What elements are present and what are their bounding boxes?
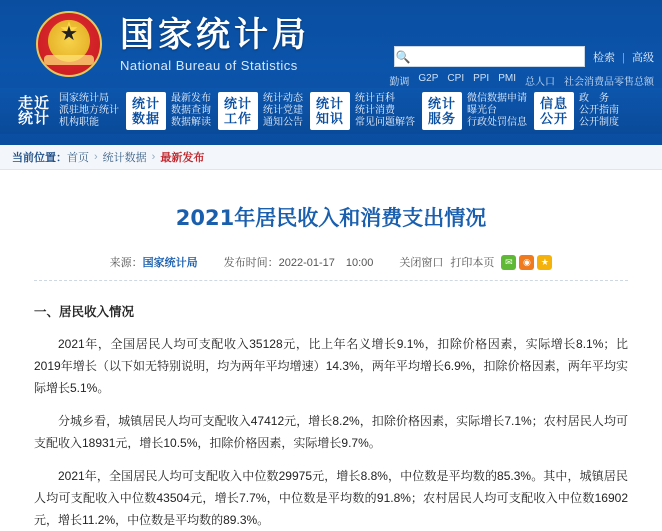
site-titles <box>120 16 310 73</box>
nav-badge-work-line2: 工作 <box>223 111 252 126</box>
nav-item-data[interactable] <box>126 88 218 134</box>
weibo-share-icon[interactable]: ◉ <box>519 255 534 270</box>
nav-badge-openness-line2: 公开 <box>539 111 568 126</box>
search-area <box>389 46 654 88</box>
nav-badge-data-line2: 数据 <box>131 111 160 126</box>
section-heading: 一、居民收入情况 <box>34 305 135 319</box>
nav-link-service-2[interactable]: 行政处罚信息 <box>467 117 527 128</box>
nav-item-service[interactable] <box>422 88 534 134</box>
nav-link-knowledge-1[interactable]: 统计消费 <box>355 105 395 116</box>
close-window-button[interactable]: 关闭窗口 <box>399 257 444 269</box>
article-body <box>34 281 628 531</box>
nav-link-work-0[interactable]: 统计动态 <box>263 93 303 104</box>
nav-link-service-1[interactable]: 曝光台 <box>467 105 497 116</box>
article-source <box>110 254 198 270</box>
search-input[interactable] <box>411 47 584 66</box>
article-paragraph-3: 2021年，全国居民人均可支配收入中位数29975元，增长8.8%，中位数是平均数的85.3%。其中，城镇居民人均可支配收入中位数43504元，增长7.7%，中位数是平均数的91.8%；农村居民人均可支配收入中位数16902元，增长11.2%，中位数是平均数的89.3%。 <box>34 469 628 527</box>
nav-badge-about-line1: 走近 <box>17 95 50 112</box>
nav-item-about[interactable] <box>14 88 126 134</box>
nav-badge-openness-line1: 信息 <box>539 96 568 111</box>
nav-badge-service-line2: 服务 <box>427 111 456 126</box>
site-header <box>0 0 662 145</box>
article-paragraph-1: 2021年，全国居民人均可支配收入35128元，比上年名义增长9.1%，扣除价格因素，实际增长8.1%；比2019年增长（以下如无特别说明，均为两年平均增速）14.3%，两年平均增长6.9%，扣除价格因素，两年平均实际增长5.1%。 <box>34 337 628 395</box>
share-buttons <box>501 255 552 270</box>
site-title-en: National Bureau of Statistics <box>120 57 298 73</box>
advanced-search-button[interactable]: 高级 <box>632 51 654 64</box>
nav-link-about-0[interactable]: 国家统计局 <box>59 93 109 104</box>
nav-link-work-1[interactable]: 统计党建 <box>263 105 303 116</box>
quick-link-6[interactable]: 社会消费品零售总额 <box>564 77 654 88</box>
nav-link-openness-0[interactable]: 政 务 <box>579 93 609 104</box>
quick-links <box>389 73 654 88</box>
breadcrumb <box>0 145 662 170</box>
favorite-share-icon[interactable]: ★ <box>537 255 552 270</box>
nav-badge-data <box>126 92 166 130</box>
nav-link-data-2[interactable]: 数据解读 <box>171 117 211 128</box>
nav-badge-data-line1: 统计 <box>131 96 160 111</box>
nav-link-service-0[interactable]: 微信数据申请 <box>467 93 527 104</box>
nav-badge-knowledge <box>310 92 350 130</box>
wechat-share-icon[interactable]: ✉ <box>501 255 516 270</box>
search-submit-button[interactable]: 检索 <box>593 51 616 64</box>
breadcrumb-item-data[interactable]: 统计数据 <box>102 152 147 164</box>
nav-item-openness[interactable] <box>534 88 626 134</box>
search-box[interactable] <box>394 46 585 67</box>
nav-badge-work-line1: 统计 <box>223 96 252 111</box>
nav-item-knowledge[interactable] <box>310 88 422 134</box>
nav-badge-knowledge-line2: 知识 <box>315 111 344 126</box>
article-publish-label: 发布时间： <box>223 257 279 269</box>
breadcrumb-item-home[interactable]: 首页 <box>67 152 89 164</box>
nav-badge-about-line2: 统计 <box>17 110 50 127</box>
nav-item-work[interactable] <box>218 88 310 134</box>
print-page-button[interactable]: 打印本页 <box>450 257 495 269</box>
nav-badge-knowledge-line1: 统计 <box>315 96 344 111</box>
article-paragraph-2: 分城乡看，城镇居民人均可支配收入47412元，增长8.2%，扣除价格因素，实际增长7.1%；农村居民人均可支配收入18931元，增长10.5%，扣除价格因素，实际增长9.7%。 <box>34 414 628 450</box>
quick-link-4[interactable]: PMI <box>498 73 516 84</box>
nav-badge-service-line1: 统计 <box>427 96 456 111</box>
nav-link-openness-2[interactable]: 公开制度 <box>579 117 619 128</box>
nav-badge-about <box>14 92 54 130</box>
quick-link-0[interactable]: 勤调 <box>389 77 410 88</box>
nav-link-about-2[interactable]: 机构职能 <box>59 117 99 128</box>
breadcrumb-item-current: 最新发布 <box>160 152 205 164</box>
search-icon: 🔍 <box>395 49 411 64</box>
national-emblem-icon: ★ ★ <box>36 11 102 77</box>
site-title-cn: 国家统计局 <box>120 14 310 55</box>
nav-link-knowledge-0[interactable]: 统计百科 <box>355 93 395 104</box>
nav-link-knowledge-2[interactable]: 常见问题解答 <box>355 117 415 128</box>
article-page <box>0 170 662 531</box>
article-publish-time: 2022-01-17 10:00 <box>278 257 374 269</box>
breadcrumb-separator-2: › <box>151 151 156 163</box>
main-nav <box>0 88 662 134</box>
nav-link-data-1[interactable]: 数据查询 <box>171 105 211 116</box>
nav-badge-openness <box>534 92 574 130</box>
page-title: 2021年居民收入和消费支出情况 <box>175 206 487 230</box>
nav-badge-service <box>422 92 462 130</box>
nav-link-data-0[interactable]: 最新发布 <box>171 93 211 104</box>
breadcrumb-separator-1: › <box>94 151 98 163</box>
search-separator: | <box>622 51 625 64</box>
breadcrumb-label: 当前位置： <box>12 152 67 164</box>
nav-link-about-1[interactable]: 派驻地方统计 <box>59 105 119 116</box>
article-source-label: 来源： <box>109 257 143 269</box>
article-publish <box>224 254 374 270</box>
quick-link-5[interactable]: 总人口 <box>525 77 555 88</box>
quick-link-2[interactable]: CPI <box>447 73 465 84</box>
article-meta <box>34 254 628 281</box>
quick-link-3[interactable]: PPI <box>473 73 490 84</box>
quick-link-1[interactable]: G2P <box>418 73 439 84</box>
nav-link-work-2[interactable]: 通知公告 <box>263 117 303 128</box>
nav-link-openness-1[interactable]: 公开指南 <box>579 105 619 116</box>
nav-badge-work <box>218 92 258 130</box>
article-source-value: 国家统计局 <box>142 257 198 269</box>
